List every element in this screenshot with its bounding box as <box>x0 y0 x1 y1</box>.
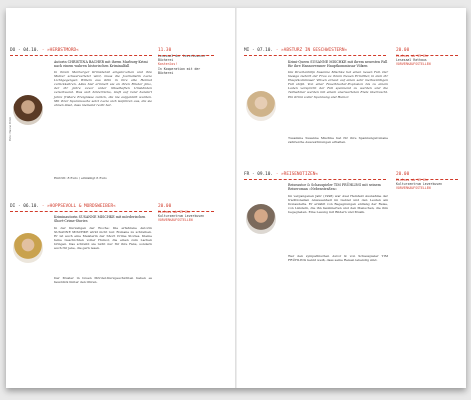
divider <box>158 211 214 212</box>
divider <box>396 179 458 180</box>
admission: Einlass ab 19 Uhr <box>396 54 429 58</box>
event-header: DI · 06.10. · »HOPPSEVOLL & MORDSWEIBER« <box>10 204 116 209</box>
event-time: 20.00 <box>396 172 410 177</box>
event-date: DI · 06.10. <box>10 204 40 209</box>
event-date: MI · 07.10. <box>244 48 274 53</box>
divider <box>244 55 386 56</box>
cooperation: In Kooperation mit der Bücherei <box>158 66 201 75</box>
divider <box>158 55 214 56</box>
event-date: DO · 04.10. <box>10 48 40 53</box>
event-body: Die Drachenhilfe Susanne Mischke hat einen neuen Fall. Der hiesige Gehört der Frau zu ihrem Neuen Ermittler, in dem ihr Hauptkommissar Völxen erneut auf einen sehr merkwürdigen Fall stößt. Von einer Feuerlöscher-Explosion bis zu einem Laden verspricht der Fall spannend zu werden und die Teilnehmer werden mit einem unerwarteten Ende überrascht. Ein Krimi voller Spannung und Humor. <box>288 70 388 99</box>
event-time: 11.30 <box>158 48 172 53</box>
event-note: Eintritt: 8 Euro / ermäßigt 6 Euro <box>54 176 107 180</box>
brochure-spread <box>6 8 466 388</box>
presale: VORVERKAUFSSTELLEN <box>396 62 431 67</box>
event-header: FR · 09.10. · »REISENOTIZEN« <box>244 172 319 177</box>
page-fold <box>235 8 237 388</box>
event-lead: Reiseautor & Schauspieler TIM FRÜHLING mit seinem Reiseroman »Nebenstraßen« <box>288 183 381 192</box>
event-body: In ihrem Marburger Krimidebüt eingebrochen und ihre Mutter schwerverletzt wird, muss die Journalistin Lucie Lichtgegengen Willem aus Köln in ihre alte Heimat zurückkehren. Alles hier erinnert sie an ihren Bruder Jako, der ihr Jahre zuvor unter rätselhaften Umständen verschwand. Was sich hinterrücks, läuft auf rund hundert Jahre frühere Ereignisse zurück, die nie aufgeklärt wurden. Mit ihrer Spurensuche setzt Lucie sich Gefahren aus, die sie ahnen lässt, dass niemand recht hat. <box>54 70 152 107</box>
venue: Lesesaal Rathaus <box>396 58 427 63</box>
event-header: DO · 04.10. · »HERBSTMORD« <box>10 48 79 53</box>
venue: Lesesaal der Leverkusener Bücherei <box>158 54 206 63</box>
author-photo <box>13 95 43 125</box>
photo-caption: Foto: Hanno Brüll <box>9 117 12 141</box>
venue: Kulturzentrum Leverkusen <box>158 214 205 219</box>
venue: Kulturzentrum Leverkusen <box>396 182 443 187</box>
divider <box>10 211 152 212</box>
event-title: »HOPPSEVOLL & MORDSWEIBER« <box>47 204 116 209</box>
admission: Einlass ab 19 Uhr <box>158 210 191 214</box>
event-info <box>158 48 214 75</box>
event-lead: Krimi-Queen SUSANNE MISCHKE mit ihrem neuesten Fall für ihre Hannoveraner Hauptkommissar Völxen <box>288 60 388 69</box>
author-photo <box>246 91 276 121</box>
event-info <box>396 172 458 191</box>
divider <box>244 179 386 180</box>
event-body: In der Kurzeligen der Woche: Die erfahrene Autorin SUSANNE MISCHKE wirkt nicht nur. Romane zu schreiben. Er ist auch eine Meisterin der Short Crime Stories. Kleine feine Geschichten voller Humor, die einen zum Lachen bringen. Das schreibt sie nicht nur für ihre Fans, sondern auch für jene, die gern lesen. <box>54 226 152 251</box>
event-lead: Autorin CHRISTINA BACHER mit ihrem Marburg-Krimi nach einem wahren historischen Kriminalfall <box>54 60 148 69</box>
event-title: »HERBSTMORD« <box>47 48 79 53</box>
author-photo <box>246 204 276 234</box>
divider <box>396 55 458 56</box>
admission: Einlass ab 19 Uhr <box>396 178 429 182</box>
event-note: Tusamme Susanne Mischke hat für ihre Spannungsromane zahlreiche Auszeichnungen erhalten. <box>288 136 388 145</box>
event-title: »REISENOTIZEN« <box>281 172 319 177</box>
event-date: FR · 09.10. <box>244 172 274 177</box>
divider <box>10 55 152 56</box>
event-body: Im vergangenen Jahr (1998) war Axel Hemfeld Ausnahme der traditionellen Anwesenheit im Gebiet und den Leuten am Donaudelta. Er erzählt von Begegnungen entlang der Reise, von Ländern, die ihn faszinierten und den Menschen, die ihm begegneten. Eine Lesung mit Bildern und Musik. <box>288 194 388 215</box>
event-info <box>158 204 214 223</box>
event-time: 20.00 <box>158 204 172 209</box>
event-time: 20.00 <box>396 48 410 53</box>
event-lead: Kriminautorin SUSANNE MISCHKE mit mörderischen Short-Crime-Stories <box>54 215 146 224</box>
presale: VORVERKAUFSSTELLEN <box>396 186 431 191</box>
event-header: MI · 07.10. · »ABSTURZ IN GESCHWISTERN« <box>244 48 348 53</box>
admission: Kostenlos! <box>158 62 178 67</box>
event-info <box>396 48 458 67</box>
presale: VORVERKAUFSSTELLEN <box>158 218 193 223</box>
event-note: Der Muster in bösen Mörder-Kurzgeschichten haben es faustdick hinter den Ohren. <box>54 276 152 285</box>
event-title: »ABSTURZ IN GESCHWISTERN« <box>281 48 348 53</box>
author-photo <box>13 233 43 263</box>
event-note: Wer den sympathischen Autor & von Schauspieler TIM FRÜHLING kennt weiß, dass seine Reisen lebendig sind. <box>288 254 388 263</box>
